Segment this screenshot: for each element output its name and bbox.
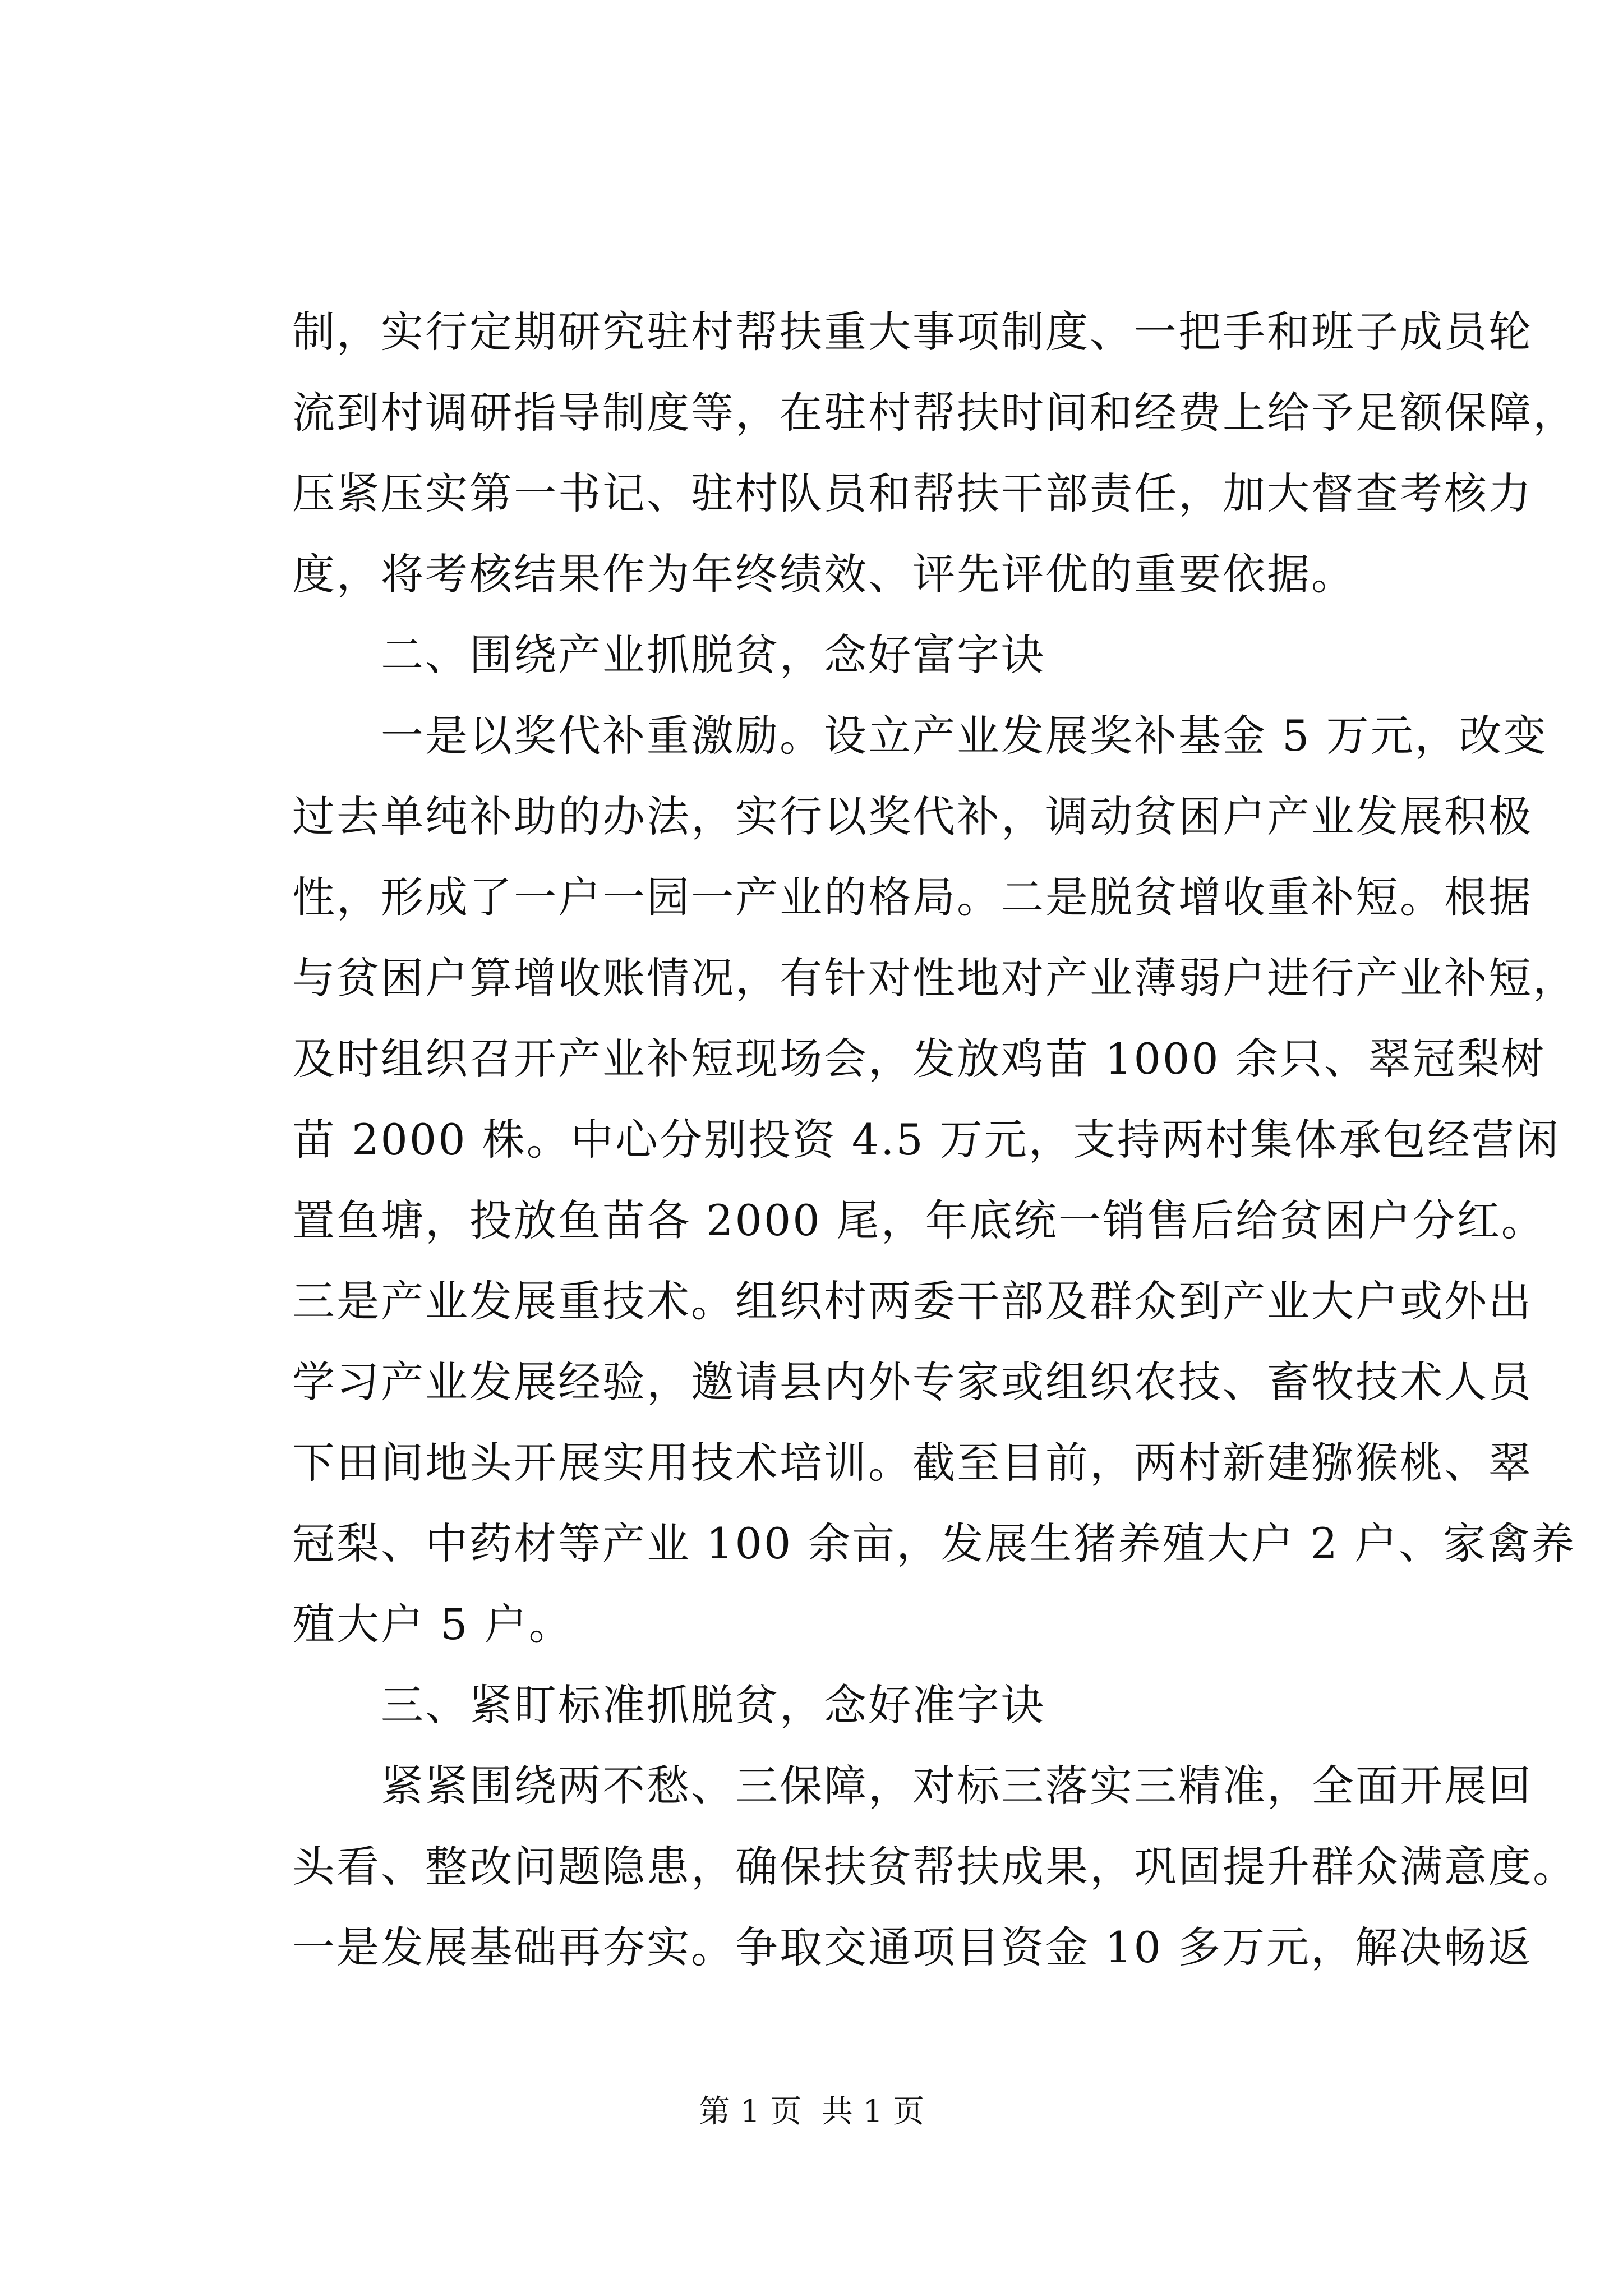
body-line: 一是以奖代补重激励。设立产业发展奖补基金 5 万元，改变: [381, 711, 1548, 761]
body-line: 苗 2000 株。中心分别投资 4.5 万元，支持两村集体承包经营闲: [292, 1115, 1560, 1165]
body-line: 与贫困户算增收账情况，有针对性地对产业薄弱户进行产业补短，: [292, 953, 1577, 1003]
body-line: 三是产业发展重技术。组织村两委干部及群众到产业大户或外出: [292, 1276, 1533, 1326]
section-heading: 二、围绕产业抓脱贫，念好富字诀: [381, 630, 1045, 680]
body-line: 紧紧围绕两不愁、三保障，对标三落实三精准，全面开展回: [381, 1761, 1533, 1811]
body-line: 一是发展基础再夯实。争取交通项目资金 10 多万元，解决畅返: [292, 1922, 1533, 1972]
body-line: 及时组织召开产业补短现场会，发放鸡苗 1000 余只、翠冠梨树: [292, 1034, 1546, 1084]
body-line: 流到村调研指导制度等，在驻村帮扶时间和经费上给予足额保障，: [292, 388, 1577, 438]
document-body: [292, 292, 1577, 1988]
body-line: 下田间地头开展实用技术培训。截至目前，两村新建猕猴桃、翠: [292, 1438, 1533, 1488]
body-line: 压紧压实第一书记、驻村队员和帮扶干部责任，加大督查考核力: [292, 468, 1533, 518]
section-heading: 三、紧盯标准抓脱贫，念好准字诀: [381, 1680, 1045, 1730]
body-line: 制，实行定期研究驻村帮扶重大事项制度、一把手和班子成员轮: [292, 307, 1533, 357]
body-line: 过去单纯补助的办法，实行以奖代补，调动贫困户产业发展积极: [292, 792, 1533, 841]
body-line: 头看、整改问题隐患，确保扶贫帮扶成果，巩固提升群众满意度。: [292, 1842, 1577, 1892]
body-line: 学习产业发展经验，邀请县内外专家或组织农技、畜牧技术人员: [292, 1357, 1533, 1407]
body-line: 殖大户 5 户。: [292, 1599, 573, 1649]
body-line: 置鱼塘，投放鱼苗各 2000 尾，年底统一销售后给贫困户分红。: [292, 1195, 1546, 1245]
body-line: 度，将考核结果作为年终绩效、评先评优的重要依据。: [292, 549, 1355, 599]
body-line: 冠梨、中药材等产业 100 余亩，发展生猪养殖大户 2 户、家禽养: [292, 1519, 1576, 1568]
page-footer: 第 1 页 共 1 页: [698, 2093, 925, 2130]
body-line: 性，形成了一户一园一产业的格局。二是脱贫增收重补短。根据: [292, 872, 1533, 922]
